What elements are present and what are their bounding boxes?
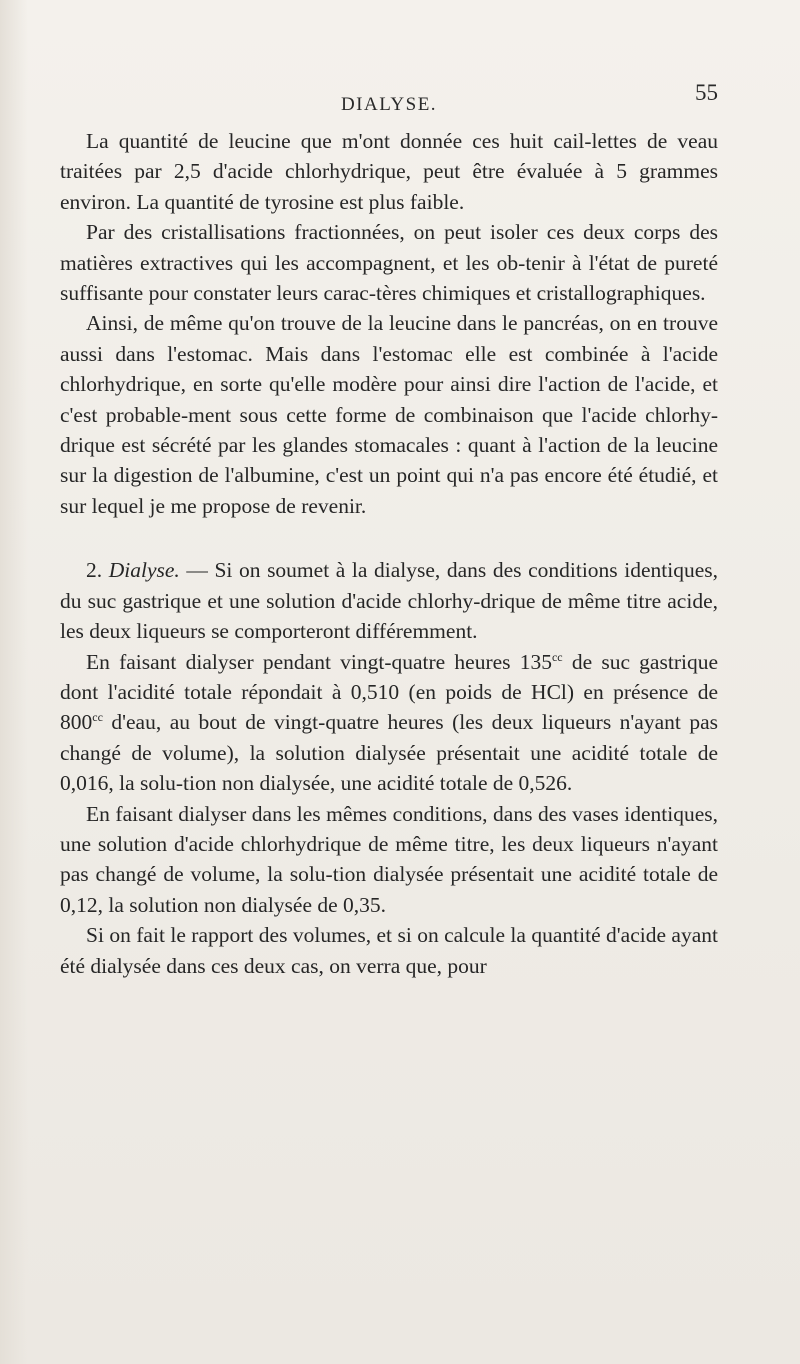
paragraph-volume-ratio: Si on fait le rapport des volumes, et si on calcule la quantité d'acide ayant été dialysée dans ces deux cas, on verra que, pour bbox=[60, 923, 718, 978]
text-run: En faisant dialyser pendant vingt-quatre heures 135 bbox=[86, 649, 552, 674]
paragraph-acid-experiment: En faisant dialyser dans les mêmes conditions, dans des vases identiques, une solution d'acide chlorhydrique de même titre, les deux liqueurs n'ayant pas changé de volume, la solu-tion dialysée présentait une acidité totale de 0,12, la solution non dialysée de 0,35. bbox=[60, 801, 718, 917]
paragraph-crystallisation: Par des cristallisations fractionnées, on peut isoler ces deux corps des matières extractives qui les accompagnent, et les ob-tenir à l'état de pureté suffisante pour constater leurs carac-tères chimiques et cristallographiques. bbox=[60, 220, 718, 306]
section-text: — Si on soumet à la dialyse, dans des conditions identiques, du suc gastrique et une solution d'acide chlorhy-drique de même titre acide, les deux liqueurs se comporteront différemment. bbox=[60, 558, 719, 644]
paragraph-dialyse-section bbox=[60, 555, 718, 646]
section-heading: Dialyse. bbox=[108, 558, 180, 583]
running-title: DIALYSE. bbox=[340, 94, 438, 115]
paragraph-stomach-leucine: Ainsi, de même qu'on trouve de la leucine dans le pancréas, on en trouve aussi dans l'estomac. Mais dans l'estomac elle est combinée à l'acide chlorhydrique, en sorte qu'elle modère pour ainsi dire l'action de l'acide, et c'est probable-ment sous cette forme de combinaison que l'acide chlorhy-drique est sécrété par les glandes stomacales : quant à l'action de la leucine sur la digestion de l'albumine, c'est un point qui n'a pas encore été étudié, et sur lequel je me propose de revenir. bbox=[60, 311, 718, 518]
unit-superscript: cc bbox=[92, 710, 103, 725]
paragraph-gastric-juice-experiment bbox=[60, 647, 718, 799]
unit-superscript: cc bbox=[551, 649, 563, 664]
page-number: 55 bbox=[695, 80, 718, 105]
text-run: de suc gastrique dont l'acidité totale répondait à 0,510 (en poids de HCl) en présence de 800 bbox=[60, 649, 718, 735]
body-text bbox=[60, 126, 718, 981]
page-header bbox=[60, 80, 718, 124]
text-run: d'eau, au bout de vingt-quatre heures (les deux liqueurs n'ayant pas changé de volume), la solution dialysée présentait une acidité totale de 0,016, la solu-tion non dialysée, une acidité totale de 0,526. bbox=[60, 710, 718, 796]
section-number: 2. bbox=[86, 558, 103, 583]
paragraph-leucine-quantity: La quantité de leucine que m'ont donnée ces huit cail-lettes de veau traitées par 2,5 d'acide chlorhydrique, peut être évaluée à 5 grammes environ. La quantité de tyrosine est plus faible. bbox=[60, 129, 718, 214]
